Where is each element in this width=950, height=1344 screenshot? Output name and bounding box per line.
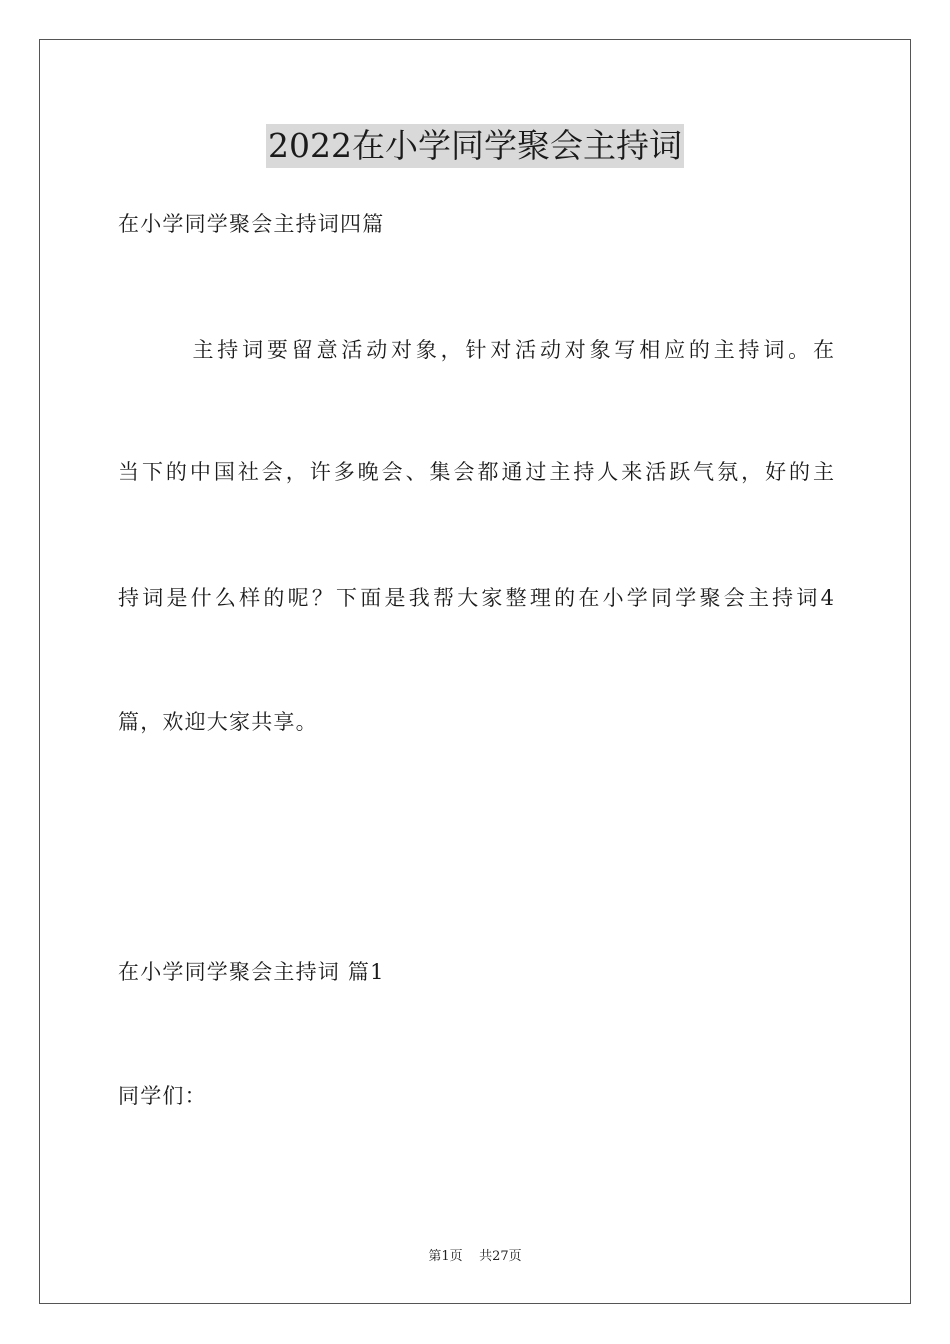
document-title: 2022在小学同学聚会主持词: [266, 124, 684, 168]
intro-line-4: 篇，欢迎大家共享。: [118, 710, 318, 734]
section-heading: 在小学同学聚会主持词 篇1: [118, 960, 385, 984]
page-total: 共27页: [479, 1249, 522, 1264]
page-number: 第1页: [428, 1249, 463, 1264]
document-subtitle: 在小学同学聚会主持词四篇: [118, 212, 385, 236]
title-container: [0, 124, 950, 168]
greeting: 同学们：: [118, 1084, 207, 1108]
intro-line-3: 持词是什么样的呢？下面是我帮大家整理的在小学同学聚会主持词4: [118, 586, 834, 610]
intro-line-1: 主持词要留意活动对象，针对活动对象写相应的主持词。在: [118, 338, 834, 362]
page-footer: [0, 1248, 950, 1266]
intro-line-2: 当下的中国社会，许多晚会、集会都通过主持人来活跃气氛，好的主: [118, 460, 834, 484]
